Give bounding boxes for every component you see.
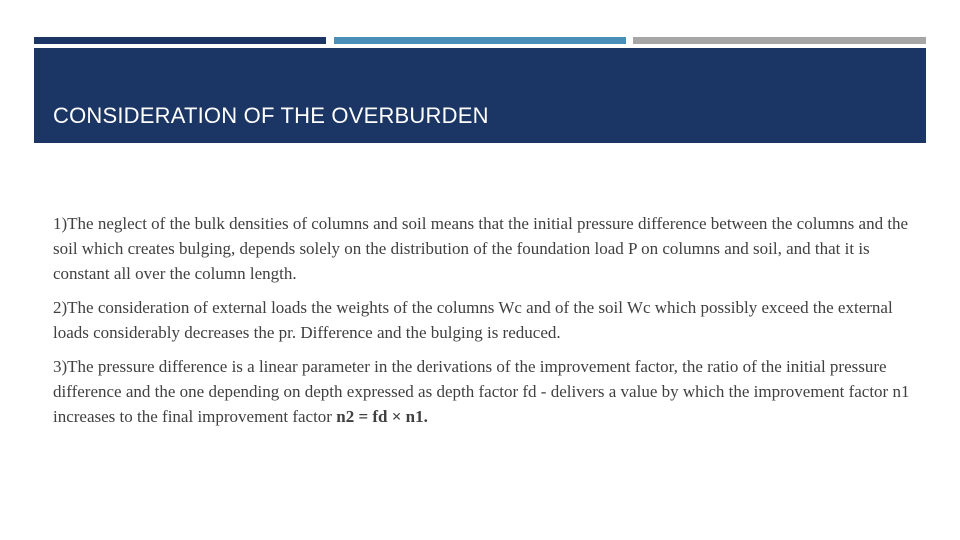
accent-bar-gray bbox=[633, 37, 926, 44]
point-1: 1)The neglect of the bulk densities of columns and soil means that the initial pressure difference between the columns and the soil which creates bulging, depends solely on the distribution of the foundation load P on columns and soil, and that it is constant all over the column length. bbox=[53, 214, 909, 283]
point-3-text: 3)The pressure difference is a linear parameter in the derivations of the improvement factor, the ratio of the initial pressure difference and the one depending on depth expressed as depth factor fd - delivers a value by which the improvement factor n1 increases to the final improvement factor bbox=[53, 357, 910, 426]
point-2: 2)The consideration of external loads the weights of the columns Wc and of the soil Wc which possibly exceed the external loads considerably decreases the pr. Difference and the bulging is reduced. bbox=[53, 298, 893, 342]
accent-bar-light-blue bbox=[334, 37, 626, 44]
point-3-formula: n2 = fd × n1. bbox=[336, 407, 428, 426]
title-band bbox=[34, 48, 926, 143]
slide-title: CONSIDERATION OF THE OVERBURDEN bbox=[53, 103, 489, 128]
accent-bar-dark-blue bbox=[34, 37, 326, 44]
point-3 bbox=[53, 354, 913, 429]
slide-body bbox=[53, 211, 913, 438]
